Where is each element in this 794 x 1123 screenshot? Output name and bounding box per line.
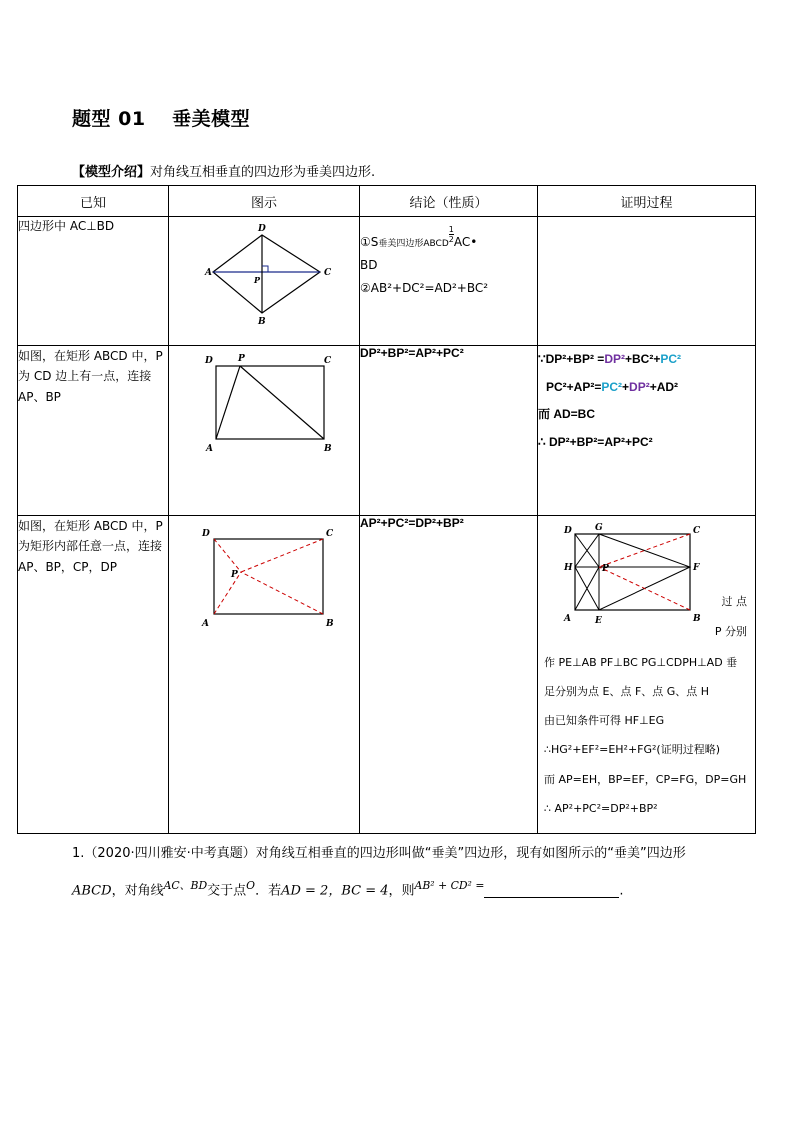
header-conclusion: 结论（性质） <box>360 186 538 217</box>
question-1-line-1: 1.（2020·四川雅安·中考真题）对角线互相垂直的四边形叫做“垂美”四边形，现有如图所示的“垂美”四边形 <box>72 846 686 861</box>
label-c: C <box>326 529 334 539</box>
label-p: P <box>602 564 609 574</box>
conclusion-cell: DP²+BP²=AP²+PC² <box>360 346 538 516</box>
table-row <box>18 217 756 346</box>
rhombus-figure <box>169 217 359 342</box>
segment-bp <box>241 572 323 614</box>
right-angle-mark <box>262 266 268 272</box>
intro-text: 对角线互相垂直的四边形为垂美四边形. <box>150 165 376 180</box>
label-d: D <box>205 356 213 366</box>
model-intro <box>72 161 375 180</box>
segment-ap <box>216 366 240 439</box>
label-c: C <box>324 268 332 278</box>
label-a: A <box>206 444 213 454</box>
label-d: D <box>258 224 266 234</box>
area-formula: ①S垂美四边形ABCD $\frac{1}{2}$ AC• <box>360 224 478 249</box>
label-b: B <box>326 619 334 626</box>
table-header-row <box>18 186 756 217</box>
answer-blank[interactable] <box>484 883 619 898</box>
known-cell: 如图，在矩形 ABCD 中，P 为矩形内部任意一点，连接 AP、BP，CP，DP <box>18 516 169 834</box>
figure-cell <box>169 217 360 346</box>
label-c: C <box>693 526 701 536</box>
proof-cell <box>538 217 756 346</box>
proof-line-1: ∵DP²+BP² =DP²+BC²+PC² <box>538 352 682 366</box>
segment-bp <box>240 366 324 439</box>
header-known: 已知 <box>18 186 169 217</box>
label-p: P <box>231 570 238 580</box>
page-title: 题型 01 垂美模型 <box>72 108 251 130</box>
proof-cell <box>538 346 756 516</box>
intro-tag: 【模型介绍】 <box>72 165 151 180</box>
area-formula-cont: BD <box>360 257 378 272</box>
label-d: D <box>564 526 572 536</box>
conclusion-cell: AP²+PC²=DP²+BP² <box>360 516 538 834</box>
label-e: E <box>595 616 602 626</box>
label-p: P <box>254 275 261 285</box>
square-formula: ②AB²+DC²=AD²+BC² <box>360 280 489 295</box>
figure-cell <box>169 346 360 516</box>
label-c: C <box>324 356 332 366</box>
label-h: H <box>564 563 573 573</box>
proof-cell <box>538 516 756 834</box>
known-cell: 四边形中 AC⊥BD <box>18 217 169 346</box>
label-f: F <box>693 563 700 573</box>
segment-cp <box>241 539 323 572</box>
label-d: D <box>202 529 210 539</box>
conclusion-cell <box>360 217 538 346</box>
model-table <box>17 185 756 834</box>
figure-cell <box>169 516 360 834</box>
proof-side-text: 过 点 P 分别 <box>714 595 747 638</box>
segment-dp <box>214 539 241 572</box>
label-b: B <box>693 614 701 624</box>
label-g: G <box>595 523 603 533</box>
label-b: B <box>258 317 266 327</box>
question-1-line-2: ABCD，对角线$^{AC、BD}$交于点$^O$．若AD = 2，BC = 4，则$^{AB^2 + CD^2 =}$ . <box>72 879 624 899</box>
label-a: A <box>202 619 209 626</box>
proof-line-4: ∴ DP²+BP²=AP²+PC² <box>538 434 653 449</box>
label-a: A <box>205 268 212 278</box>
rectangle-figure-p-inside <box>169 516 359 626</box>
rectangle-outline <box>216 366 324 439</box>
label-p: P <box>238 354 245 364</box>
header-proof: 证明过程 <box>538 186 756 217</box>
header-figure: 图示 <box>169 186 360 217</box>
label-b: B <box>324 444 332 454</box>
proof-text: 作 PE⊥AB PF⊥BC PG⊥CDPH⊥AD 垂 足分别为点 E、点 F、点 G、点 H 由已知条件可得 HF⊥EG ∴HG²+EF²=EH²+FG²(证明过程略) 而 AP=EH，BP=EF，CP=FG，DP=GH ∴ AP²+PC²=DP²+BP² <box>544 656 747 815</box>
half-fraction: $\frac{1}{2}$ <box>448 224 454 244</box>
table-row <box>18 516 756 834</box>
label-a: A <box>564 614 571 624</box>
rectangle-figure-p-on-edge <box>169 346 359 456</box>
rhombus-outline <box>213 235 320 313</box>
table-row <box>18 346 756 516</box>
proof-line-3: 而 AD=BC <box>538 407 596 422</box>
proof-line-2: PC²+AP²=PC²+DP²+AD² <box>546 379 679 394</box>
known-cell: 如图，在矩形 ABCD 中，P 为 CD 边上有一点，连接 AP、BP <box>18 346 169 516</box>
